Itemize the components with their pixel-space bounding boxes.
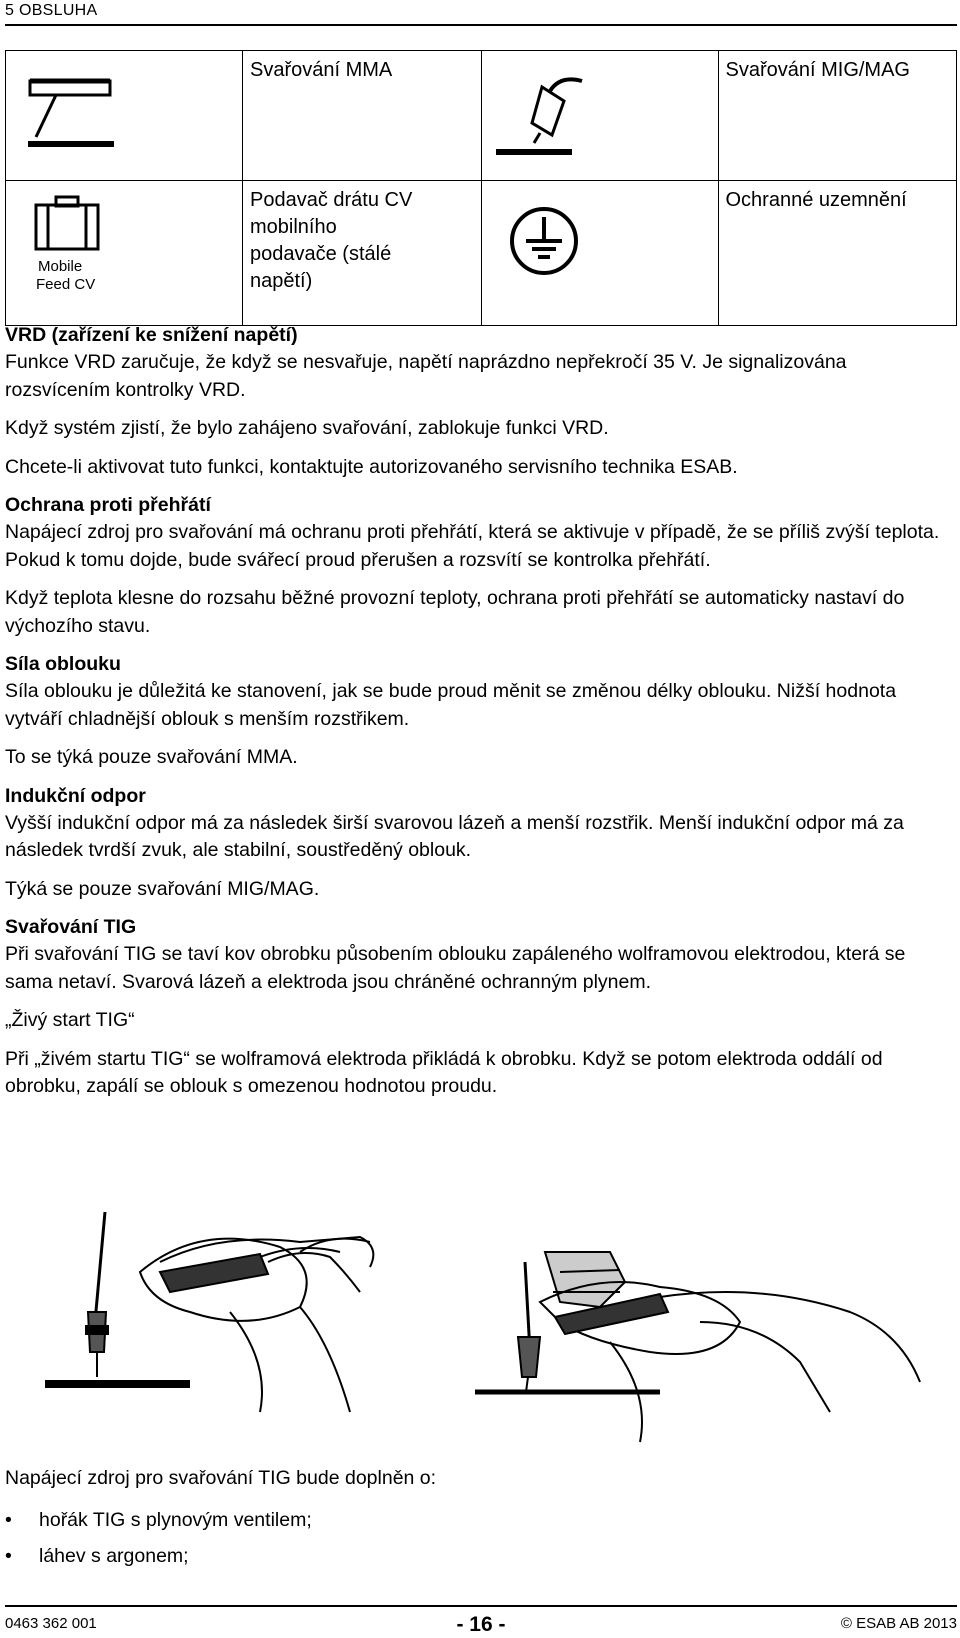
vrd-paragraph-1: Funkce VRD zaručuje, že když se nesvařuje, napětí naprázdno nepřekročí 35 V. Je signalizována rozsvícením kontrolky VRD.	[5, 351, 847, 401]
mma-label: Svařování MMA	[250, 59, 393, 81]
document-number: 0463 362 001	[5, 1615, 97, 1632]
mobile-feed-symbol-cell	[6, 181, 243, 326]
copyright: © ESAB AB 2013	[840, 1615, 957, 1632]
live-tig-subheading: „Živý start TIG“	[5, 1009, 135, 1031]
page-number: - 16 -	[456, 1613, 506, 1636]
equipment-intro: Napájecí zdroj pro svařování TIG bude doplněn o:	[5, 1467, 437, 1489]
arc-force-heading: Síla oblouku	[5, 653, 121, 675]
tig-paragraph-2: Při „živém startu TIG“ se wolframová elektroda přikládá k obrobku. Když se potom elektroda oddálí od obrobku, zapálí se oblouk s omezenou hodnotou proudu.	[5, 1047, 883, 1097]
mma-label-cell	[243, 51, 482, 181]
inductance-paragraph-2: Týká se pouze svařování MIG/MAG.	[5, 877, 320, 900]
equipment-list	[5, 1507, 945, 1570]
overheat-paragraph-2: Když teplota klesne do rozsahu běžné provozní teploty, ochrana proti přehřátí se automaticky nastaví do výchozího stavu.	[5, 587, 905, 637]
main-content	[5, 322, 957, 1112]
tig-illustration	[0, 1212, 960, 1452]
section-title: 5 OBSLUHA	[5, 2, 98, 19]
mobile-icon-text-2: Feed CV	[36, 276, 96, 293]
mma-welding-icon	[6, 51, 242, 175]
overheat-heading: Ochrana proti přehřátí	[5, 494, 211, 516]
equipment-section	[5, 1465, 945, 1579]
earth-label-cell	[718, 181, 957, 326]
mig-label-cell	[718, 51, 957, 181]
tig-paragraph-1: Při svařování TIG se taví kov obrobku působením oblouku zapáleného wolframovou elektrodou, která se sama netaví. Svarová lázeň a elektroda jsou chráněné ochranným plynem.	[5, 943, 906, 993]
mobile-feed-label: Podavač drátu CV mobilního podavače (stálé napětí)	[250, 189, 413, 292]
arc-force-paragraph-2: To se týká pouze svařování MMA.	[5, 746, 298, 768]
symbol-table	[5, 50, 957, 326]
list-item: • láhev s argonem;	[5, 1543, 945, 1570]
inductance-paragraph-1: Vyšší indukční odpor má za následek širší svarovou lázeň a menší rozstřik. Menší indukční odpor má za následek tvrdší zvuk, ale stabilní, soustředěný oblouk.	[5, 811, 904, 861]
page-footer	[5, 1605, 957, 1637]
vrd-paragraph-2: Když systém zjistí, že bylo zahájeno svařování, zablokuje funkci VRD.	[5, 417, 609, 439]
vrd-paragraph-3: Chcete-li aktivovat tuto funkci, kontaktujte autorizovaného servisního technika ESAB.	[5, 455, 738, 478]
vrd-heading: VRD (zařízení ke snížení napětí)	[5, 324, 298, 346]
tig-heading: Svařování TIG	[5, 916, 137, 938]
mma-symbol-cell	[6, 51, 243, 181]
mobile-feed-label-cell	[243, 181, 482, 326]
overheat-paragraph-1: Napájecí zdroj pro svařování má ochranu proti přehřátí, která se aktivuje v případě, že se příliš zvýší teplota. Pokud k tomu dojde, bude svářecí proud přerušen a rozsvítí se kontrolka přehřátí.	[5, 521, 940, 571]
earth-label: Ochranné uzemnění	[725, 189, 907, 211]
tig-torch-left-image	[45, 1212, 373, 1412]
mig-mag-welding-icon	[482, 51, 718, 175]
mig-mag-label: Svařování MIG/MAG	[725, 59, 910, 81]
mig-symbol-cell	[481, 51, 718, 181]
arc-force-paragraph-1: Síla oblouku je důležitá ke stanovení, jak se bude proud měnit se změnou délky oblouku. Nižší hodnota vytváří chladnější oblouk s menším rozstřikem.	[5, 680, 897, 730]
mobile-icon-text-1: Mobile	[38, 258, 83, 275]
list-item: • hořák TIG s plynovým ventilem;	[5, 1507, 945, 1534]
tig-torch-right-image	[475, 1252, 920, 1442]
inductance-heading: Indukční odpor	[5, 784, 146, 807]
earth-symbol-cell	[481, 181, 718, 326]
mobile-feed-cv-icon	[6, 181, 242, 320]
protective-earth-icon	[482, 181, 718, 320]
page-header	[5, 0, 957, 26]
